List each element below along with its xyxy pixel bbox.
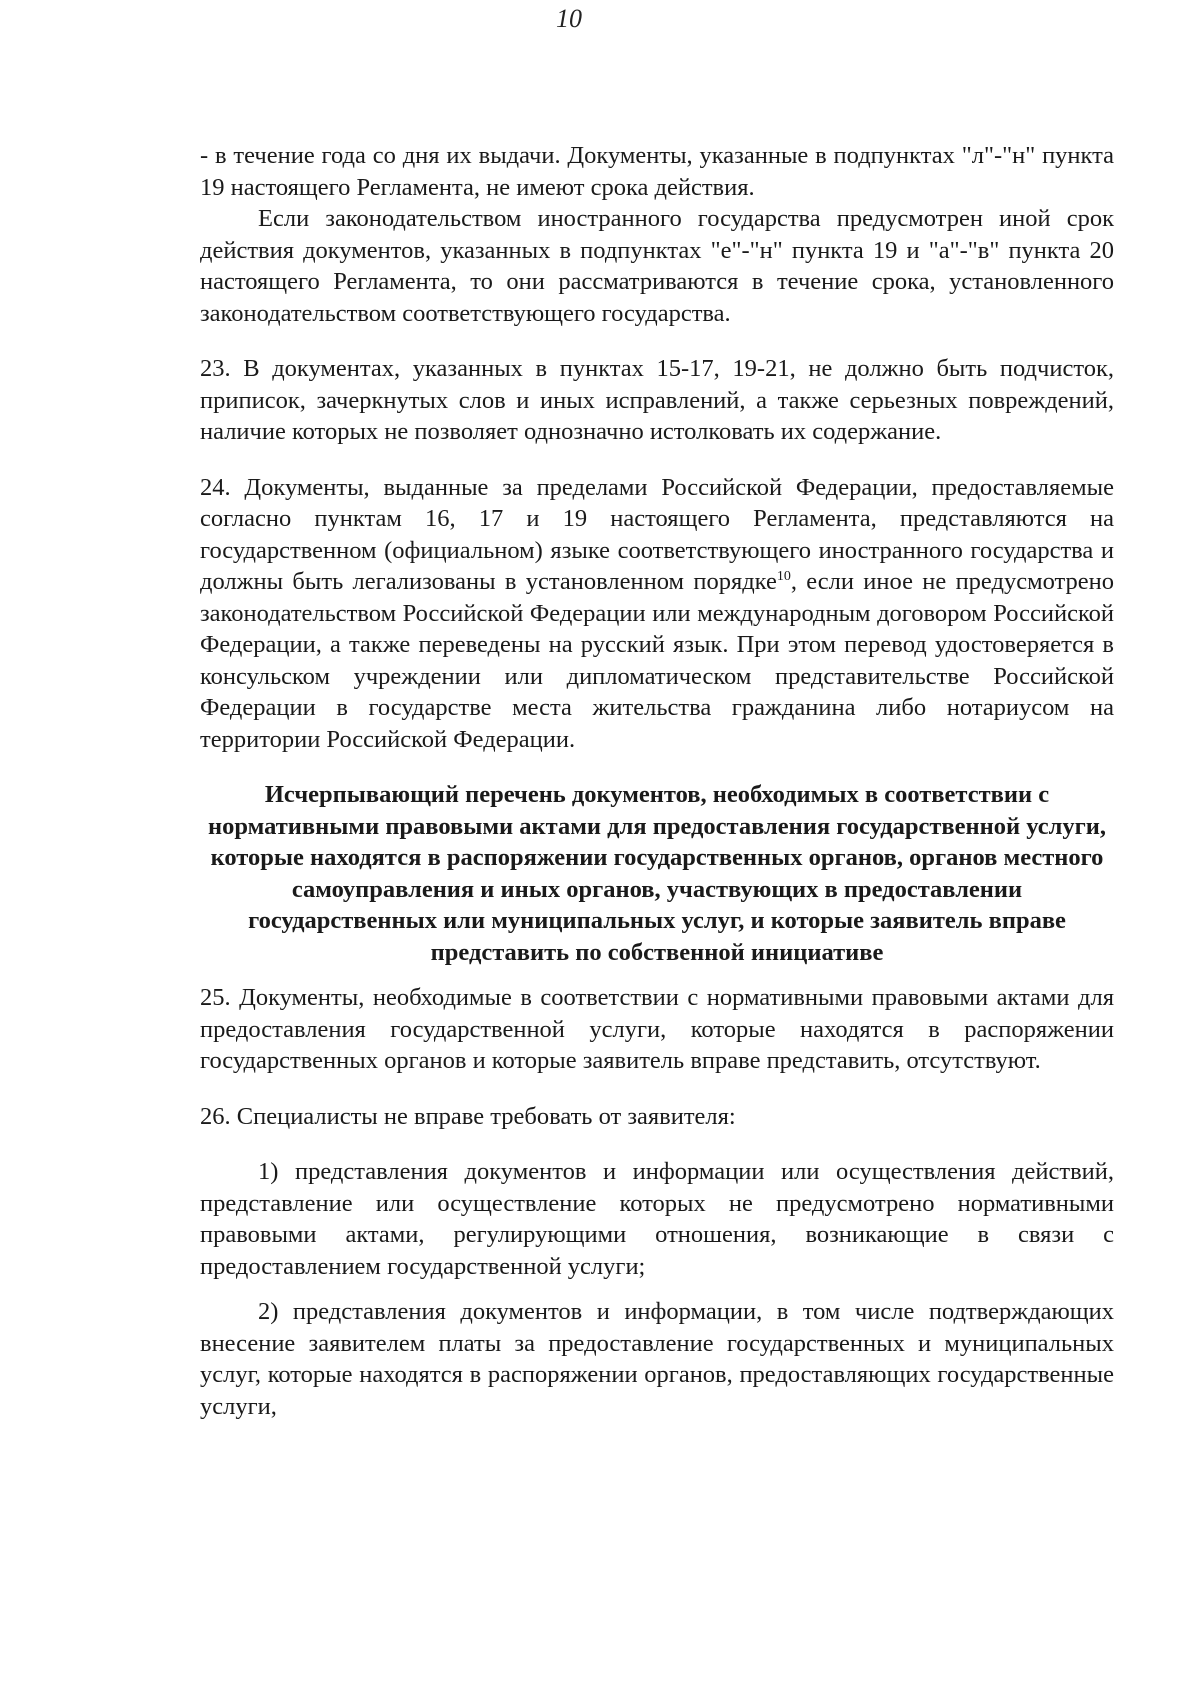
paragraph-26-item-2: 2) представления документов и информации, в том числе подтверждающих внесение заявителем платы за предоставление государственных и муниципальных услуг, которые находятся в распоряжении органов, предоставляющих государственные услуги, bbox=[200, 1298, 1114, 1420]
paragraph-25: 25. Документы, необходимые в соответствии с нормативными правовыми актами для предоставления государственной услуги, которые находятся в распоряжении государственных органов и которые заявитель вправе представить, отсутствуют. bbox=[200, 984, 1114, 1074]
document-body bbox=[200, 140, 1114, 1422]
section-heading: Исчерпывающий перечень документов, необходимых в соответствии с нормативными правовыми актами для предоставления государственной услуги, которые находятся в распоряжении государственных органов, органов местного самоуправления и иных органов, участвующих в предоставлении государственных или муниципальных услуг, и которые заявитель вправе представить по собственной инициативе bbox=[208, 781, 1106, 966]
paragraph-foreign-validity: Если законодательством иностранного государства предусмотрен иной срок действия документов, указанных в подпунктах "е"-"н" пункта 19 и "а"-"в" пункта 20 настоящего Регламента, то они рассматриваются в течение срока, установленного законодательством соответствующего государства. bbox=[200, 205, 1114, 327]
paragraph-23: 23. В документах, указанных в пунктах 15-17, 19-21, не должно быть подчисток, приписок, зачеркнутых слов и иных исправлений, а также серьезных повреждений, наличие которых не позволяет однозначно истолковать их содержание. bbox=[200, 355, 1114, 445]
page-number: 10 bbox=[556, 4, 582, 33]
paragraph-24-text-start: 24. Документы, выданные за пределами Российской Федерации, предоставляемые согласно пунктам 16, 17 и 19 настоящего Регламента, представляются на государственном (официальном) языке соответствующего иностранного государства и должны быть легализованы в установленном порядке bbox=[200, 473, 1114, 595]
paragraph-24-text-end: , если иное не предусмотрено законодательством Российской Федерации или международным договором Российской Федерации, а также переведены на русский язык. При этом перевод удостоверяется в консульском учреждении или дипломатическом представительстве Российской Федерации в государстве места жительства гражданина либо нотариусом на территории Российской Федерации. bbox=[200, 568, 1114, 753]
paragraph-24 bbox=[200, 472, 1114, 756]
paragraph-continuation: - в течение года со дня их выдачи. Документы, указанные в подпунктах "л"-"н" пункта 19 настоящего Регламента, не имеют срока действия. bbox=[200, 142, 1114, 201]
paragraph-26: 26. Специалисты не вправе требовать от заявителя: bbox=[200, 1102, 736, 1130]
footnote-marker: 10 bbox=[776, 569, 791, 584]
paragraph-26-item-1: 1) представления документов и информации или осуществления действий, представление или осуществление которых не предусмотрено нормативными правовыми актами, регулирующими отношения, возникающие в связи с предоставлением государственной услуги; bbox=[200, 1158, 1114, 1280]
